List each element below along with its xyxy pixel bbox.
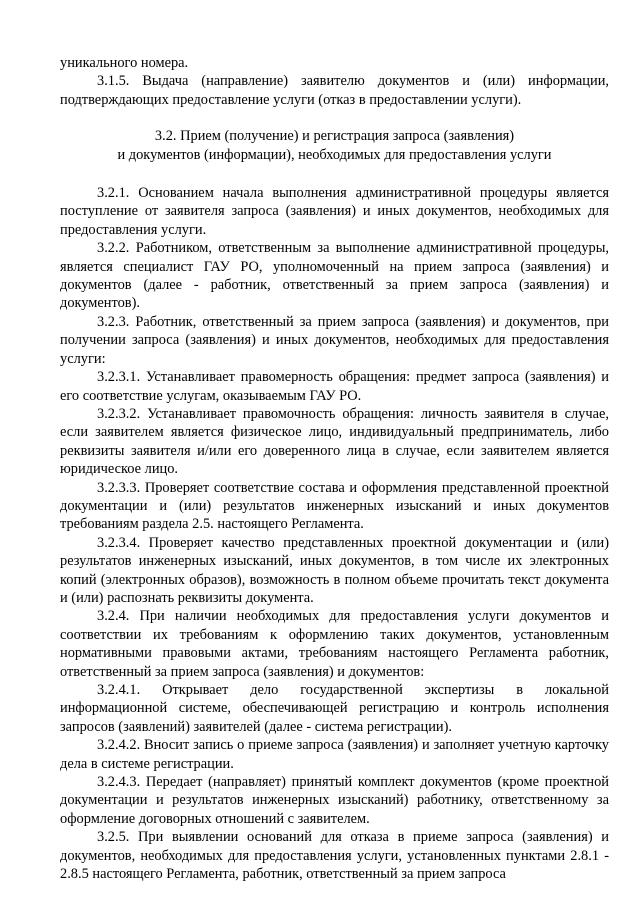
spacer: [60, 109, 609, 127]
spacer: [60, 164, 609, 184]
paragraph-3-2-3-1: 3.2.3.1. Устанавливает правомерность обращения: предмет запроса (заявления) и его соответствие услугам, оказываемым ГАУ РО.: [60, 369, 609, 404]
paragraph-continuation: уникального номера.: [60, 55, 189, 71]
paragraph-3-2-4-3: 3.2.4.3. Передает (направляет) принятый комплект документов (кроме проектной документации и результатов инженерных изысканий) работнику, ответственному за оформление договорных отношений с заявителем.: [60, 774, 609, 827]
paragraph-3-2-4-1: 3.2.4.1. Открывает дело государственной экспертизы в локальной информационной системе, обеспечивающей регистрацию и контроль исполнения запросов (заявлений) заявителей (далее - система регистрации).: [60, 682, 609, 735]
paragraph-3-2-4: 3.2.4. При наличии необходимых для предоставления услуги документов и соответствии их требованиям к оформлению таких документов, установленным нормативными правовыми актами, требованиям настоящего Регламента работник, ответственный за прием запроса (заявления) и документов:: [60, 608, 609, 680]
paragraph-3-2-4-2: 3.2.4.2. Вносит запись о приеме запроса (заявления) и заполняет учетную карточку дела в системе регистрации.: [60, 737, 609, 772]
paragraph-3-2-1: 3.2.1. Основанием начала выполнения административной процедуры является поступление от заявителя запроса (заявления) и иных документов, необходимых для предоставления услуги.: [60, 185, 609, 238]
paragraph-3-2-3: 3.2.3. Работник, ответственный за прием запроса (заявления) и документов, при получении запроса (заявления) и иных документов, необходимых для предоставления услуги:: [60, 313, 609, 367]
document-page: [60, 54, 609, 883]
paragraph-3-2-3-2: 3.2.3.2. Устанавливает правомочность обращения: личность заявителя в случае, если заявителем является физическое лицо, индивидуальный предприниматель, либо реквизиты заявителя и/или его доверенного лица в случае, если заявителем является юридическое лицо.: [60, 405, 609, 478]
paragraph-3-2-3-4: 3.2.3.4. Проверяет качество представленных проектной документации и (или) результатов инженерных изысканий, иных документов, в том числе их электронных копий (электронных образов), возможность в полном объеме прочитать текст документа и (или) распознать реквизиты документа.: [60, 534, 609, 606]
paragraph-3-2-3-3: 3.2.3.3. Проверяет соответствие состава и оформления представленной проектной документации и (или) результатов инженерных изысканий и иных документов требованиям раздела 2.5. настоящего Регламента.: [60, 479, 609, 533]
paragraph-3-2-2: 3.2.2. Работником, ответственным за выполнение административной процедуры, является специалист ГАУ РО, уполномоченный на прием запроса (заявления) и документов (далее - работник, ответственный за прием запроса (заявления) и документов).: [60, 240, 609, 312]
paragraph-3-2-5: 3.2.5. При выявлении оснований для отказа в приеме запроса (заявления) и документов, необходимых для предоставления услуги, установленных пунктами 2.8.1 - 2.8.5 настоящего Регламента, работник, ответственный за прием запроса: [60, 829, 609, 883]
section-heading-line-1: 3.2. Прием (получение) и регистрация запроса (заявления): [154, 128, 515, 145]
paragraph-3-1-5: 3.1.5. Выдача (направление) заявителю документов и (или) информации, подтверждающих предоставление услуги (отказ в предоставлении услуги).: [60, 73, 609, 108]
section-heading-line-2: и документов (информации), необходимых для предоставления услуги: [117, 146, 552, 163]
